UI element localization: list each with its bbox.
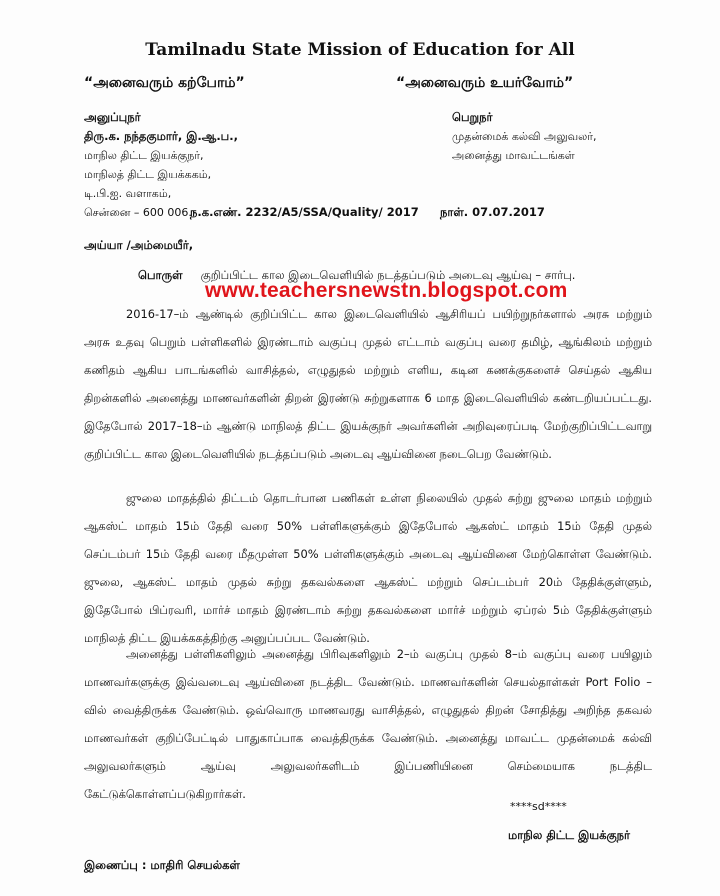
sender-line: மாநிலத் திட்ட இயக்ககம், [84,168,212,181]
recipient-block [452,108,596,165]
blog-watermark: www.teachersnewstn.blogspot.com [205,279,568,302]
sender-line: டி.பி.ஐ. வளாகம், [84,187,172,200]
subject-text: குறிப்பிட்ட கால இடைவெளியில் நடத்தப்படும் அடைவு ஆய்வு – சார்பு. [200,268,576,282]
body-paragraph: 2016-17–ம் ஆண்டில் குறிப்பிட்ட கால இடைவெளியில் ஆசிரியப் பயிற்றுநர்களால் அரசு மற்றும் அரசு உதவு பெறும் பள்ளிகளில் இரண்டாம் வகுப்பு முதல் எட்டாம் வகுப்பு வரை தமிழ், ஆங்கிலம் மற்றும் கணிதம் ஆகிய பாடங்களில் வாசித்தல், எழுதுதல் மற்றும் எளிய, கடின கணக்குகளைச் செய்தல் ஆகிய திறன்களில் அனைத்து மாணவர்களின் திறன் இரண்டு சுற்றுகளாக 6 மாத இடைவெளியில் கண்டறியப்பட்டது. இதேபோல் 2017–18–ம் ஆண்டு மாநிலத் திட்ட இயக்குநர் அவர்களின் அறிவுரைப்படி மேற்குறிப்பிட்டவாறு குறிப்பிட்ட கால இடைவெளியில் நடத்தப்படும் அடைவு ஆய்வினை நடைபெற வேண்டும். [84,307,652,461]
sender-line: சென்னை – 600 006. [84,206,192,219]
signature: ****sd**** [510,800,567,813]
reference-number: ந.க.எண். 2232/A5/SSA/Quality/ 2017 [190,205,419,219]
body-paragraph: அனைத்து பள்ளிகளிலும் அனைத்து பிரிவுகளிலும் 2–ம் வகுப்பு முதல் 8–ம் வகுப்பு வரை பயிலும் மாணவர்களுக்கு இவ்வடைவு ஆய்வினை நடத்திட வேண்டும். மாணவர்களின் செயல்தாள்கள் Port Folio –வில் வைத்திருக்க வேண்டும். ஒவ்வொரு மாணவரது வாசித்தல், எழுதுதல் திறன் சோதித்து அறிந்த தகவல் மாணவர்கள் குறிப்பேட்டில் பாதுகாப்பாக வைத்திருக்க வேண்டும். அனைத்து மாவட்ட முதன்மைக் கல்வி அலுவலர்களும் ஆய்வு அலுவலர்களிடம் இப்பணியினை செம்மையாக நடத்திட கேட்டுக்கொள்ளப்படுகிறார்கள். [84,647,652,801]
recipient-line: அனைத்து மாவட்டங்கள் [452,149,575,162]
sender-label: அனுப்புநர் [84,110,141,124]
subject-label: பொருள் [138,268,183,282]
reference-date: நாள். 07.07.2017 [440,205,545,219]
motto-left: “அனைவரும் கற்போம்” [84,75,245,91]
recipient-line: முதன்மைக் கல்வி அலுவலர், [452,130,597,143]
motto-right: “அனைவரும் உயர்வோம்” [396,75,574,91]
salutation: அய்யா /அம்மையீர், [84,238,194,252]
signer-title: மாநில திட்ட இயக்குநர் [508,828,631,842]
recipient-label: பெறுநர் [452,110,493,124]
document-title: Tamilnadu State Mission of Education for All [145,40,575,60]
body-paragraph: ஜுலை மாதத்தில் திட்டம் தொடர்பான பணிகள் உள்ள நிலையில் முதல் சுற்று ஜுலை மாதம் மற்றும் ஆகஸ்ட் மாதம் 15ம் தேதி வரை 50% பள்ளிகளுக்கும் இதேபோல் ஆகஸ்ட் மாதம் 15ம் தேதி முதல் செப்டம்பர் 15ம் தேதி வரை மீதமுள்ள 50% பள்ளிகளுக்கும் அடைவு ஆய்வினை மேற்கொள்ள வேண்டும். ஜுலை, ஆகஸ்ட் மாதம் முதல் சுற்று தகவல்களை ஆகஸ்ட் மற்றும் செப்டம்பர் 20ம் தேதிக்குள்ளும், இதேபோல் பிப்ரவரி, மார்ச் மாதம் இரண்டாம் சுற்று தகவல்களை மார்ச் மற்றும் ஏப்ரல் 5ம் தேதிக்குள்ளும் மாநிலத் திட்ட இயக்ககத்திற்கு அனுப்பப்பட வேண்டும். [84,491,652,645]
sender-name: திரு.க. நந்தகுமார், இ.ஆ.ப., [84,129,238,143]
sender-line: மாநில திட்ட இயக்குநர், [84,149,204,162]
enclosure-note: இணைப்பு : மாதிரி செயல்கள் [84,858,240,872]
